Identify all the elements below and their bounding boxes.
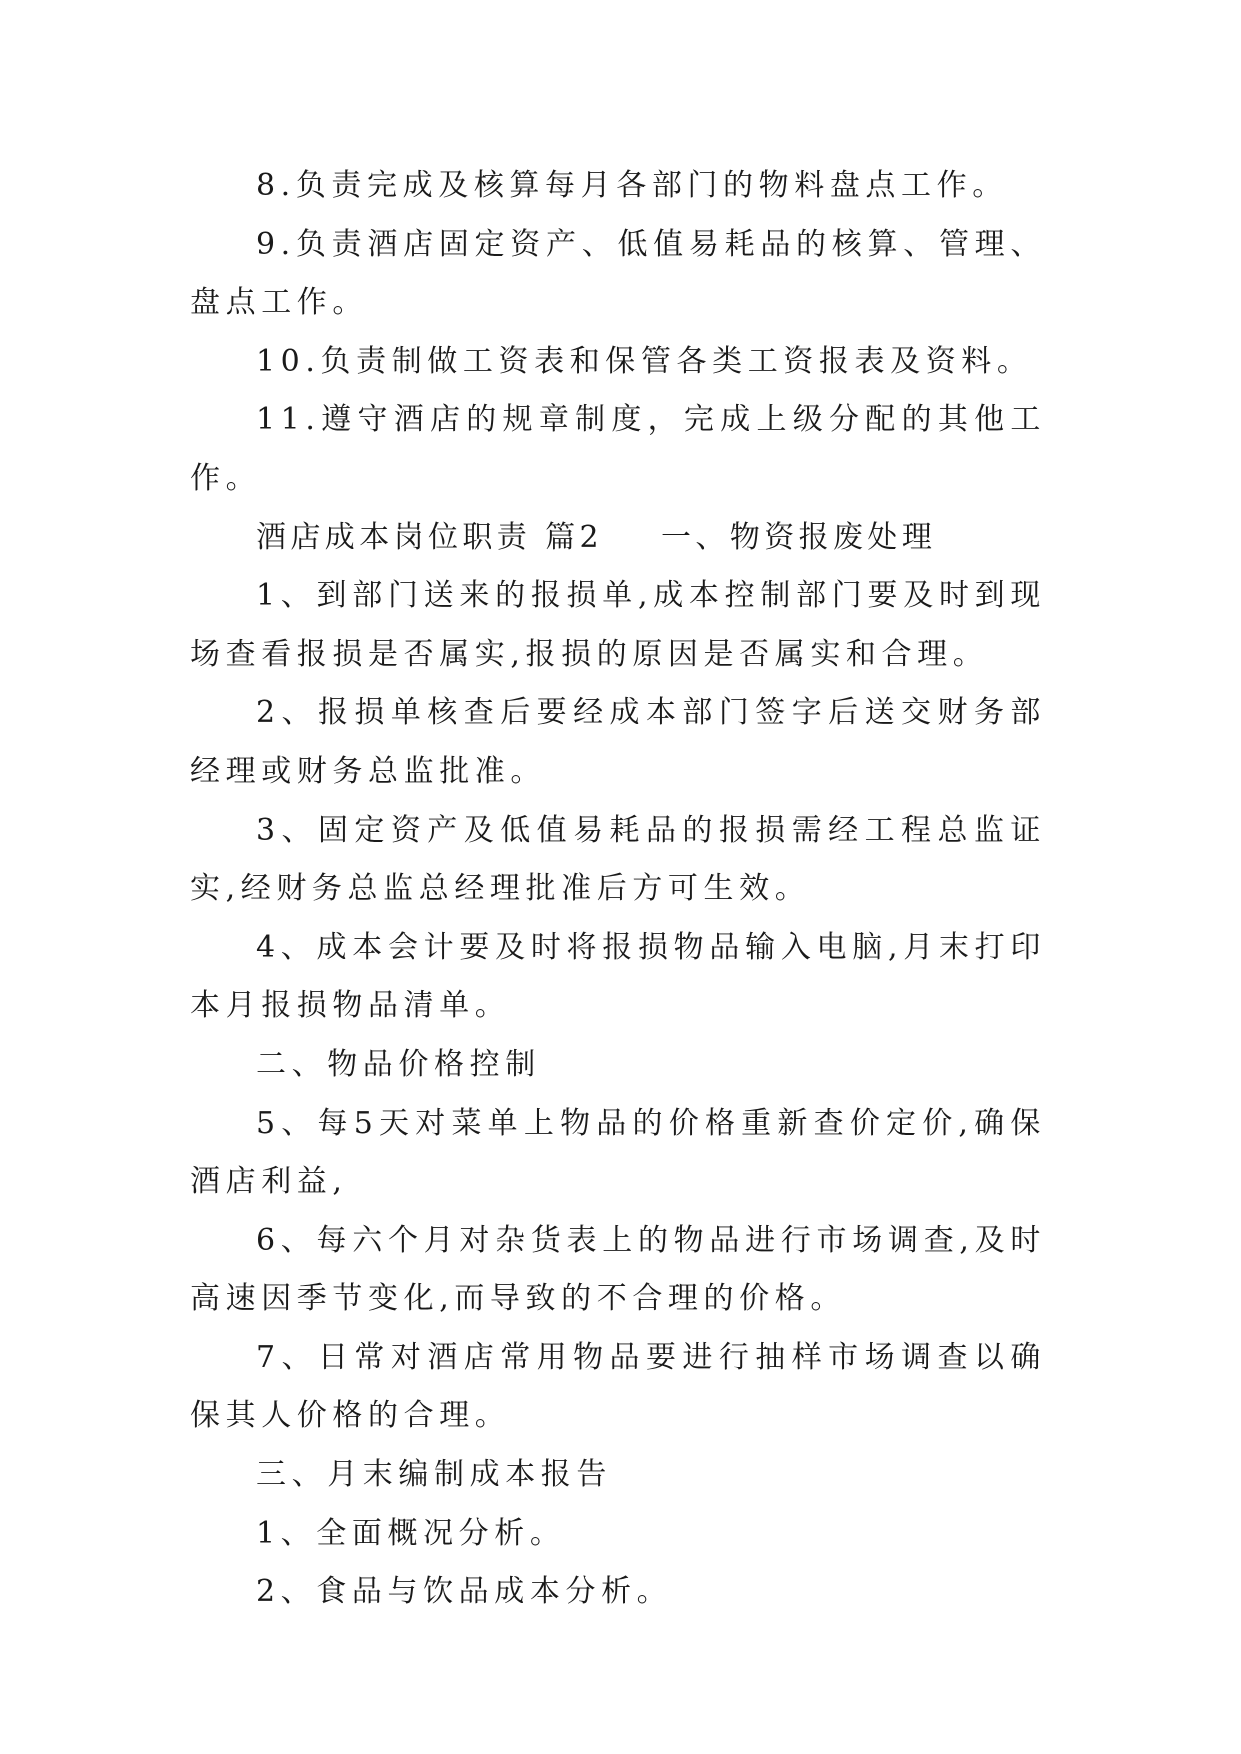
section-title-price: 二、物品价格控制 — [256, 1046, 541, 1082]
paragraph-report-1: 1、全面概况分析。 — [256, 1515, 566, 1551]
paragraph-price-5: 5、每5天对菜单上物品的价格重新查价定价,确保酒店利益, — [190, 1105, 1046, 1200]
paragraph-scrap-4: 4、成本会计要及时将报损物品输入电脑,月末打印本月报损物品清单。 — [190, 929, 1046, 1024]
document-title: 酒店成本岗位职责 篇2 — [256, 519, 604, 555]
paragraph-item-9: 9.负责酒店固定资产、低值易耗品的核算、管理、盘点工作。 — [190, 226, 1046, 321]
paragraph-price-6: 6、每六个月对杂货表上的物品进行市场调查,及时高速因季节变化,而导致的不合理的价格。 — [190, 1222, 1046, 1317]
paragraph-item-10: 10.负责制做工资表和保管各类工资报表及资料。 — [256, 343, 1033, 379]
section-heading-line — [190, 509, 1046, 568]
paragraph-item-11: 11.遵守酒店的规章制度，完成上级分配的其他工作。 — [190, 402, 1046, 496]
paragraph-scrap-2: 2、报损单核查后要经成本部门签字后送交财务部经理或财务总监批准。 — [190, 695, 1046, 789]
paragraph-scrap-1: 1、到部门送来的报损单,成本控制部门要及时到现场查看报损是否属实,报损的原因是否属实和合理。 — [190, 578, 1046, 672]
paragraph-report-2: 2、食品与饮品成本分析。 — [256, 1574, 673, 1610]
paragraph-scrap-3: 3、固定资产及低值易耗品的报损需经工程总监证实,经财务总监总经理批准后方可生效。 — [190, 812, 1046, 907]
paragraph-item-8: 8.负责完成及核算每月各部门的物料盘点工作。 — [256, 168, 1008, 203]
section-title-scrap: 一、物资报废处理 — [661, 519, 937, 555]
section-title-report: 三、月末编制成本报告 — [256, 1457, 612, 1493]
document-body — [190, 157, 1046, 1622]
paragraph-price-7: 7、日常对酒店常用物品要进行抽样市场调查以确保其人价格的合理。 — [190, 1339, 1046, 1434]
